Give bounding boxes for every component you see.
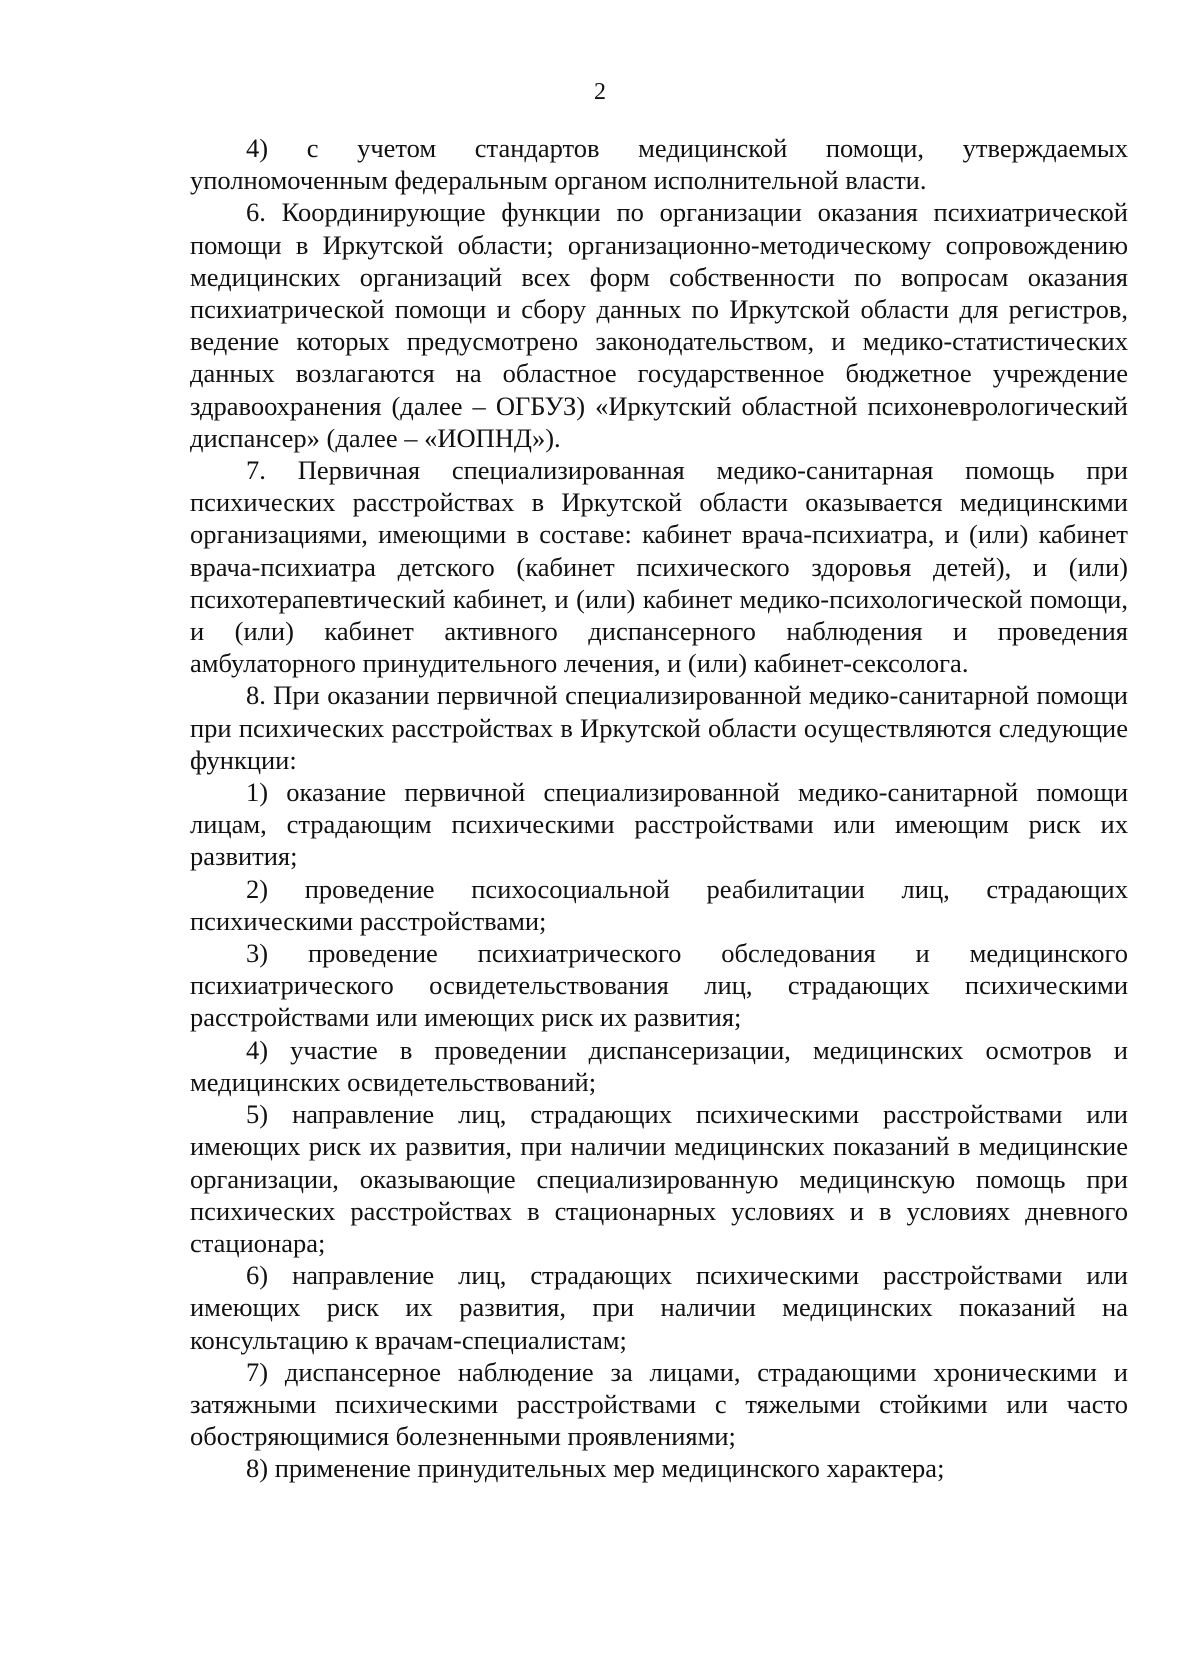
- list-item-3: 3) проведение психиатрического обследования и медицинского психиатрического освидетельствования лиц, страдающих психическими расстройствами или имеющих риск их развития;: [190, 938, 1128, 1033]
- list-item-7: 7) диспансерное наблюдение за лицами, страдающими хроническими и затяжными психическими расстройствами с тяжелыми стойкими или часто обостряющимися болезненными проявлениями;: [190, 1356, 1128, 1452]
- paragraph-section-6: 6. Координирующие функции по организации оказания психиатрической помощи в Иркутской области; организационно-методическому сопровождению медицинских организаций всех форм собственности по вопросам оказания психиатрической помощи и сбору данных по Иркутской области для регистров, ведение которых предусмотрено законодательством, и медико-статистических данных возлагаются на областное государственное бюджетное учреждение здравоохранения (далее – ОГБУЗ) «Иркутский областной психоневрологический диспансер» (далее – «ИОПНД»).: [190, 197, 1128, 453]
- page-number: 2: [594, 79, 606, 105]
- list-item-2: 2) проведение психосоциальной реабилитации лиц, страдающих психическими расстройствами;: [190, 873, 1128, 936]
- list-item-1: 1) оказание первичной специализированной медико-санитарной помощи лицам, страдающим психическими расстройствами или имеющим риск их развития;: [190, 777, 1128, 872]
- list-item-8: 8) применение принудительных мер медицинского характера;: [246, 1453, 945, 1484]
- list-item-6: 6) направление лиц, страдающих психическими расстройствами или имеющих риск их развития, при наличии медицинских показаний на консультацию к врачам-специалистам;: [190, 1260, 1128, 1355]
- list-item-5: 5) направление лиц, страдающих психическими расстройствами или имеющих риск их развития, при наличии медицинских показаний в медицинские организации, оказывающие специализированную медицинскую помощь при психических расстройствах в стационарных условиях и в условиях дневного стационара;: [190, 1099, 1128, 1258]
- paragraph-item-4-standards: 4) с учетом стандартов медицинской помощи, утверждаемых уполномоченным федеральным органом исполнительной власти.: [190, 133, 1128, 196]
- list-item-4: 4) участие в проведении диспансеризации, медицинских осмотров и медицинских освидетельствований;: [190, 1034, 1128, 1097]
- paragraph-section-7: 7. Первичная специализированная медико-санитарная помощь при психических расстройствах в Иркутской области оказывается медицинскими организациями, имеющими в составе: кабинет врача-психиатра, и (или) кабинет врача-психиатра детского (кабинет психического здоровья детей), и (или) психотерапевтический кабинет, и (или) кабинет медико-психологической помощи, и (или) кабинет активного диспансерного наблюдения и проведения амбулаторного принудительного лечения, и (или) кабинет-сексолога.: [190, 455, 1128, 679]
- document-body: [190, 132, 1128, 1485]
- paragraph-section-8: 8. При оказании первичной специализированной медико-санитарной помощи при психических расстройствах в Иркутской области осуществляются следующие функции:: [190, 680, 1128, 775]
